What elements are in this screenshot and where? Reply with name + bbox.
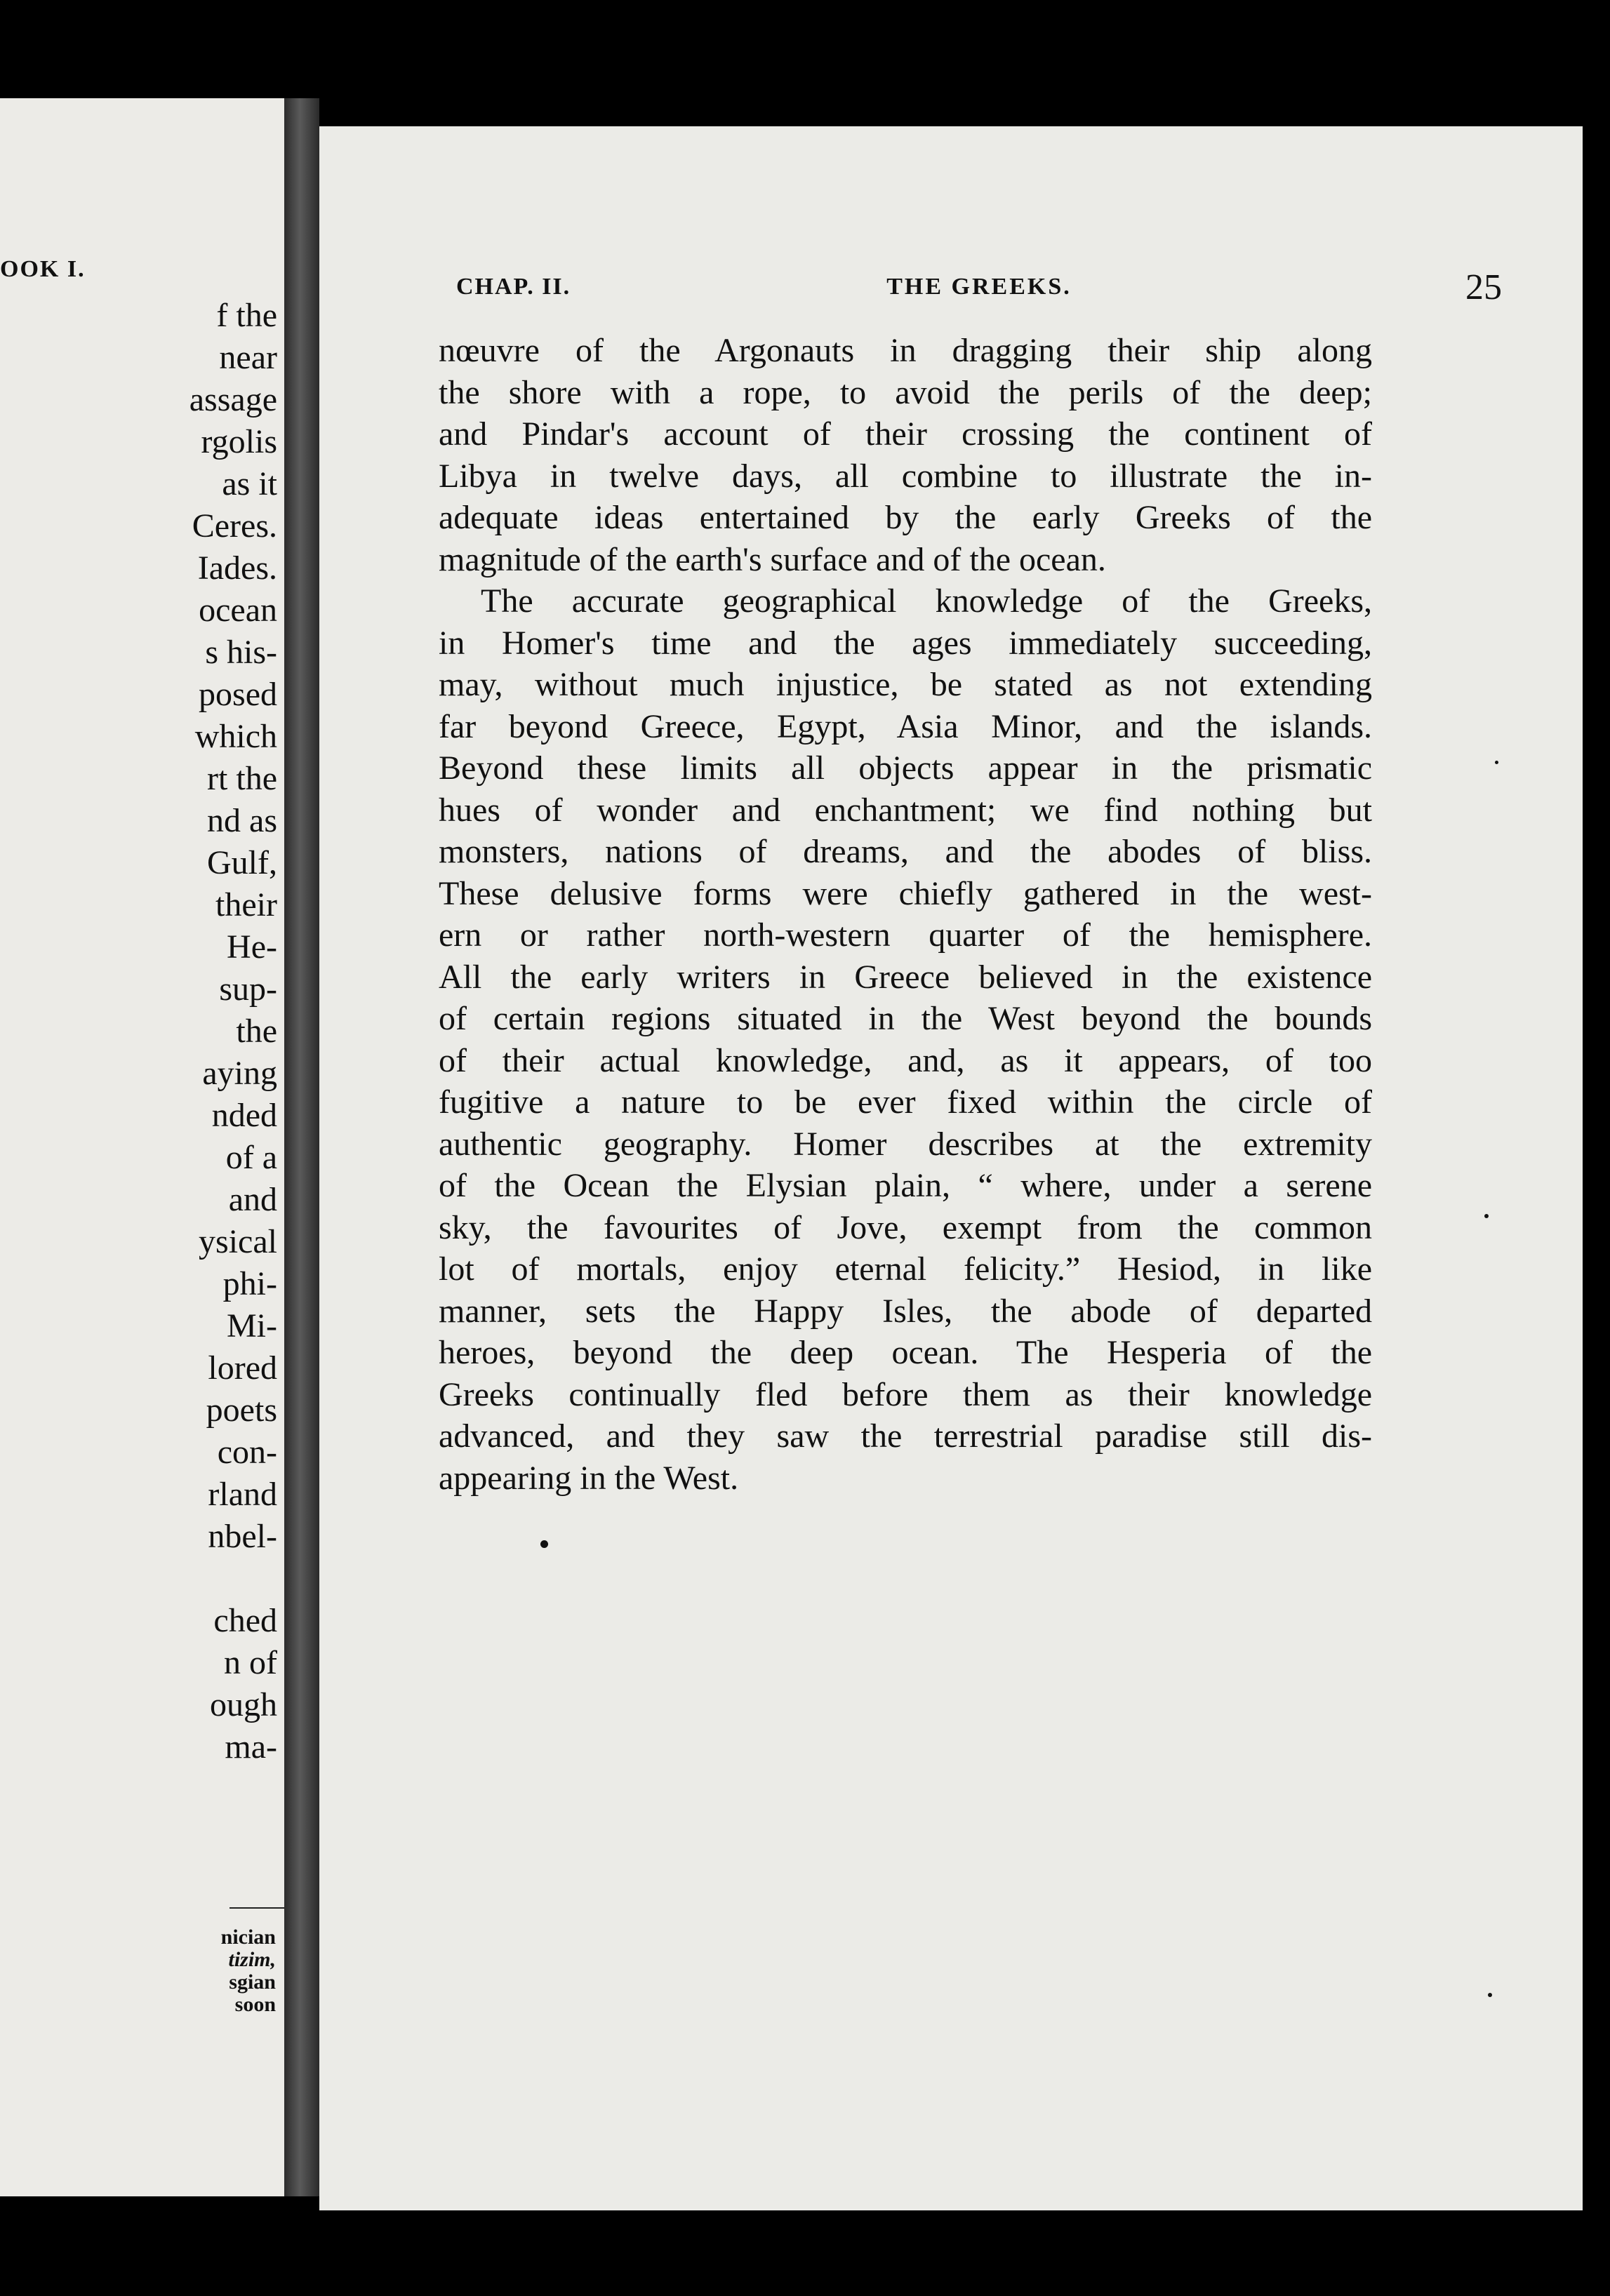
text-line: heroes, beyond the deep ocean. The Hesperia of the: [439, 1334, 1372, 1371]
print-speck: [1488, 1993, 1492, 1997]
text-line: These delusive forms were chiefly gathered in the west-: [439, 874, 1372, 912]
text-line: sky, the favourites of Jove, exempt from the common: [439, 1208, 1372, 1246]
text-line: Libya in twelve days, all combine to illustrate the in-: [439, 457, 1372, 495]
text-fragment: ough: [210, 1686, 277, 1723]
footnote-fragment: nician: [220, 1925, 276, 1949]
text-fragment: poets: [206, 1391, 277, 1429]
text-fragment: and: [228, 1181, 277, 1218]
text-fragment: which: [194, 718, 277, 755]
text-line: in Homer's time and the ages immediately succeeding,: [439, 624, 1372, 662]
text-line: Beyond these limits all objects appear in the prismatic: [439, 749, 1372, 787]
text-fragment: the: [236, 1013, 277, 1050]
text-line: of certain regions situated in the West beyond the bounds: [439, 1000, 1372, 1037]
text-line: advanced, and they saw the terrestrial paradise still dis-: [439, 1417, 1372, 1455]
text-line: hues of wonder and enchantment; we find nothing but: [439, 791, 1372, 829]
text-line: and Pindar's account of their crossing the continent of: [439, 415, 1372, 453]
text-line: The accurate geographical knowledge of the Greeks,: [481, 582, 1372, 620]
text-fragment: phi-: [222, 1265, 277, 1302]
text-fragment: rt the: [207, 760, 277, 797]
running-title: THE GREEKS.: [886, 274, 1072, 300]
text-line: lot of mortals, enjoy eternal felicity.” Hesiod, in like: [439, 1250, 1372, 1288]
page-number: 25: [1465, 267, 1502, 307]
footnote-fragment: sgian: [229, 1970, 276, 1994]
running-head: [456, 267, 1502, 316]
text-line: All the early writers in Greece believed in the existence: [439, 958, 1372, 996]
text-line: of their actual knowledge, and, as it appears, of too: [439, 1041, 1372, 1079]
text-fragment: posed: [199, 676, 277, 713]
text-fragment: s his-: [205, 634, 277, 671]
text-fragment: [95, 1558, 277, 1600]
body-text: [439, 330, 1372, 1499]
text-line: magnitude of the earth's surface and of the ocean.: [439, 540, 1106, 578]
text-line: ern or rather north-western quarter of the hemisphere.: [439, 916, 1372, 954]
text-fragment: n of: [224, 1644, 277, 1681]
text-fragment: their: [215, 886, 277, 923]
text-line: of the Ocean the Elysian plain, “ where, under a serene: [439, 1167, 1372, 1204]
print-speck: [1484, 1214, 1489, 1218]
footnote-rule: [229, 1907, 284, 1909]
text-fragment: near: [219, 339, 277, 376]
print-speck: [540, 1540, 548, 1548]
text-line: the shore with a rope, to avoid the perils of the deep;: [439, 373, 1372, 411]
text-fragment: of a: [225, 1139, 277, 1176]
text-fragment: nbel-: [208, 1518, 277, 1555]
text-fragment: con-: [217, 1434, 277, 1471]
text-fragment: Gulf,: [207, 844, 277, 881]
text-fragment: nded: [211, 1097, 277, 1134]
previous-page-text-fragments: [95, 295, 277, 1768]
text-line: manner, sets the Happy Isles, the abode of departed: [439, 1292, 1372, 1330]
text-fragment: lored: [208, 1349, 277, 1387]
text-fragment: aying: [202, 1055, 277, 1092]
text-line: adequate ideas entertained by the early Greeks of the: [439, 499, 1372, 536]
paragraph: [439, 580, 1372, 1499]
book-gutter: [284, 98, 319, 2196]
text-fragment: f the: [216, 297, 277, 334]
text-fragment: rgolis: [201, 423, 277, 460]
footnote-fragment: tizim,: [228, 1948, 276, 1971]
text-line: nœuvre of the Argonauts in dragging their ship along: [439, 332, 1372, 369]
previous-page-running-head: OOK I.: [0, 256, 86, 282]
text-fragment: Iades.: [197, 549, 277, 587]
paragraph: [439, 330, 1372, 580]
previous-page-footnotes: [171, 1926, 276, 2016]
text-line: authentic geography. Homer describes at the extremity: [439, 1125, 1372, 1163]
text-fragment: ma-: [225, 1728, 277, 1766]
text-line: may, without much injustice, be stated as not extending: [439, 666, 1372, 703]
text-line: fugitive a nature to be ever fixed within the circle of: [439, 1083, 1372, 1121]
text-fragment: Ceres.: [192, 507, 277, 545]
text-fragment: ched: [213, 1602, 277, 1639]
text-line: far beyond Greece, Egypt, Asia Minor, and the islands.: [439, 707, 1372, 745]
print-speck: [1495, 761, 1498, 764]
text-fragment: as it: [222, 465, 277, 502]
footnote-fragment: soon: [234, 1993, 276, 2016]
text-line: monsters, nations of dreams, and the abodes of bliss.: [439, 833, 1372, 870]
text-fragment: ysical: [199, 1223, 277, 1260]
previous-page: [0, 98, 284, 2196]
text-fragment: sup-: [219, 970, 277, 1008]
text-fragment: nd as: [207, 802, 277, 839]
text-fragment: Mi-: [227, 1307, 277, 1344]
text-fragment: ocean: [199, 592, 277, 629]
current-page: [319, 126, 1583, 2210]
text-line: Greeks continually fled before them as their knowledge: [439, 1375, 1372, 1413]
text-line: appearing in the West.: [439, 1459, 739, 1497]
text-fragment: assage: [189, 381, 277, 418]
chapter-label: CHAP. II.: [456, 274, 571, 300]
text-fragment: rland: [208, 1476, 277, 1513]
text-fragment: He-: [227, 928, 277, 966]
